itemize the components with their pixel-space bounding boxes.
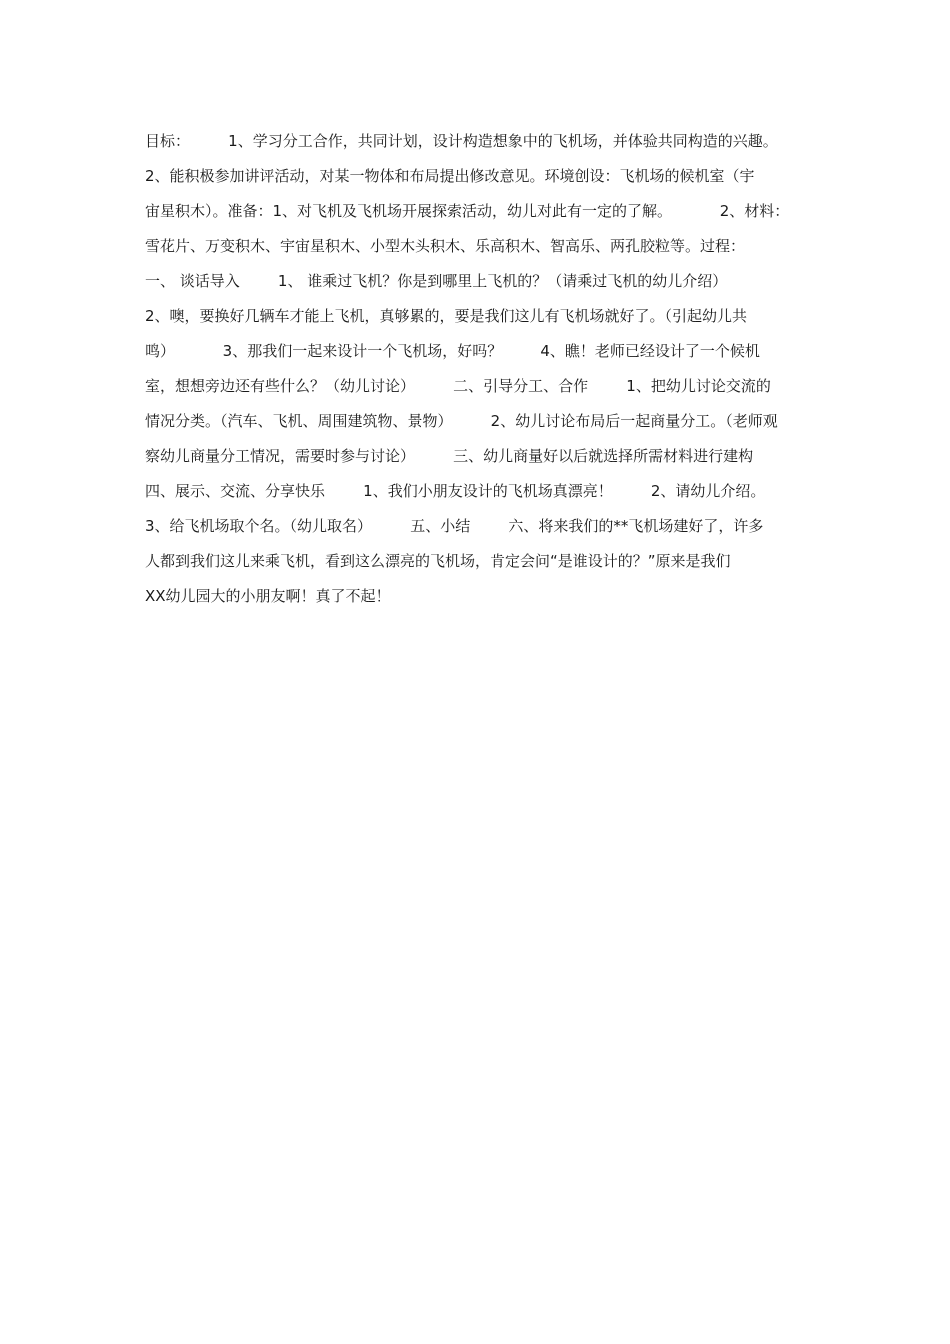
text-line: 宙星积木）。准备：1、对飞机及飞机场开展探索活动，幼儿对此有一定的了解。 2、材料：: [145, 202, 790, 220]
text-line: 鸣） 3、那我们一起来设计一个飞机场，好吗？ 4、瞧！老师已经设计了一个候机: [145, 342, 760, 360]
text-line: 一、 谈话导入 1、 谁乘过飞机？你是到哪里上飞机的？（请乘过飞机的幼儿介绍）: [145, 272, 728, 290]
text-line: 2、噢，要换好几辆车才能上飞机，真够累的，要是我们这儿有飞机场就好了。（引起幼儿共: [145, 307, 748, 325]
text-line: 3、给飞机场取个名。（幼儿取名） 五、小结 六、将来我们的**飞机场建好了，许多: [145, 517, 764, 535]
text-line: 雪花片、万变积木、宇宙星积木、小型木头积木、乐高积木、智高乐、两孔胶粒等。过程：: [145, 237, 746, 255]
lesson-plan-text: [145, 124, 813, 614]
text-line: 情况分类。（汽车、飞机、周围建筑物、景物） 2、幼儿讨论布局后一起商量分工。（老师观: [145, 412, 778, 430]
text-line: 人都到我们这儿来乘飞机，看到这么漂亮的飞机场，肯定会问“是谁设计的？”原来是我们: [145, 552, 731, 570]
text-line: 目标： 1、学习分工合作，共同计划，设计构造想象中的飞机场，并体验共同构造的兴趣。: [145, 132, 778, 150]
text-line: XX幼儿园大的小朋友啊！真了不起！: [145, 587, 391, 605]
text-line: 2、能积极参加讲评活动，对某一物体和布局提出修改意见。环境创设：飞机场的候机室（宇: [145, 167, 755, 185]
text-line: 室，想想旁边还有些什么？（幼儿讨论） 二、引导分工、合作 1、把幼儿讨论交流的: [145, 377, 771, 395]
text-line: 四、展示、交流、分享快乐 1、我们小朋友设计的飞机场真漂亮！ 2、请幼儿介绍。: [145, 482, 766, 500]
text-line: 察幼儿商量分工情况，需要时参与讨论） 三、幼儿商量好以后就选择所需材料进行建构: [145, 447, 754, 465]
